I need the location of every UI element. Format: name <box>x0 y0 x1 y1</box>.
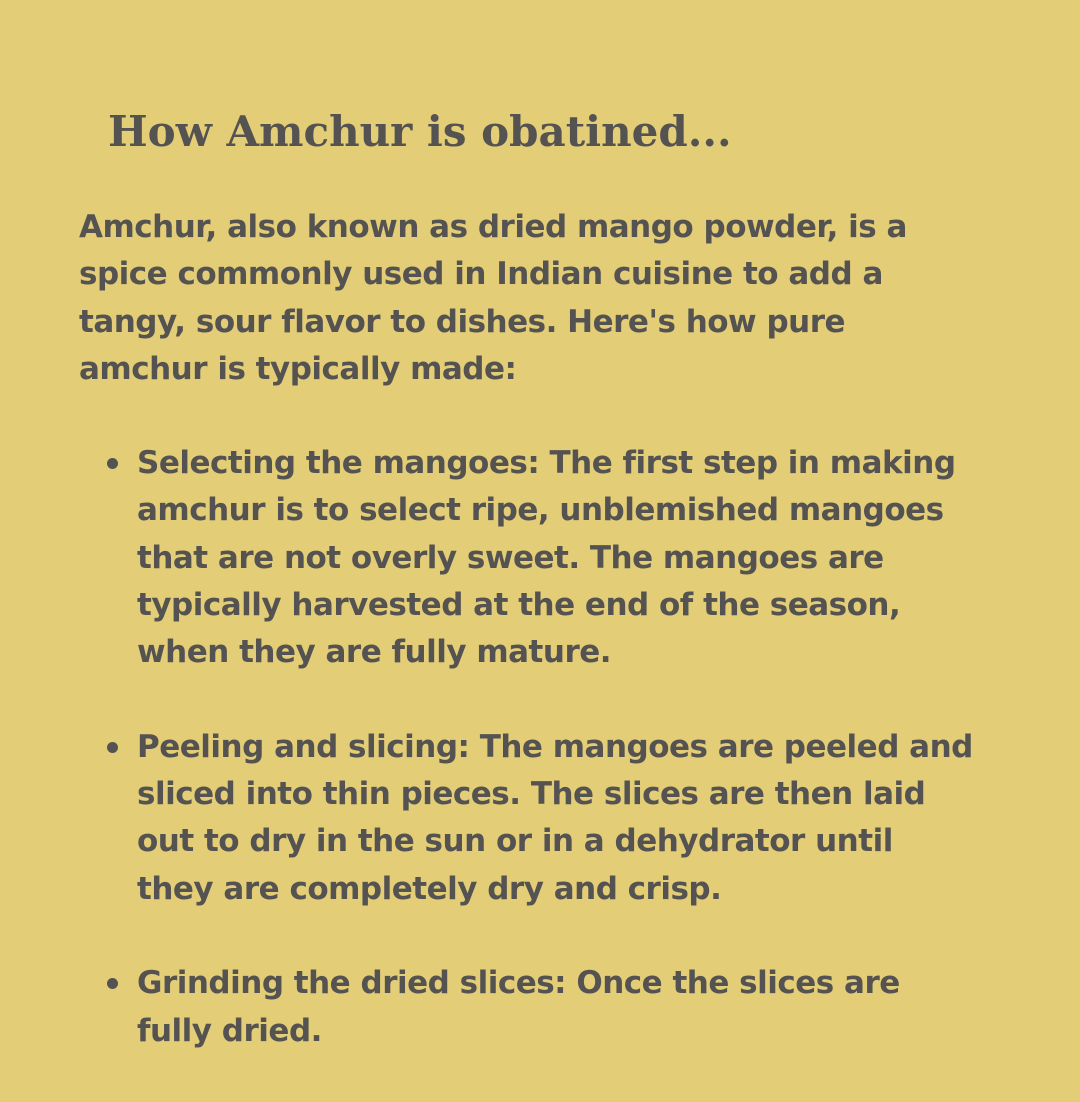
step-line: Grinding the dried slices: Once the slices are <box>137 965 900 1002</box>
step-line: fully dried. <box>137 1012 322 1049</box>
step-line: out to dry in the sun or in a dehydrator until <box>137 823 893 860</box>
intro-line: amchur is typically made: <box>79 350 517 387</box>
step-line: Peeling and slicing: The mangoes are peeled and <box>137 728 973 765</box>
intro-line: spice commonly used in Indian cuisine to add a <box>79 256 883 293</box>
step-line: amchur is to select ripe, unblemished mangoes <box>137 492 944 529</box>
intro-line: tangy, sour flavor to dishes. Here's how pure <box>79 303 846 340</box>
bullet-icon <box>107 978 118 989</box>
list-item-selecting-mangoes <box>137 440 1007 676</box>
step-line: typically harvested at the end of the season, <box>137 586 901 623</box>
step-line: they are completely dry and crisp. <box>137 870 722 907</box>
list-item-peeling-slicing <box>137 724 1007 913</box>
bullet-icon <box>107 458 118 469</box>
step-line: that are not overly sweet. The mangoes are <box>137 539 884 576</box>
list-item-grinding <box>137 960 1007 1055</box>
step-line: Selecting the mangoes: The first step in making <box>137 445 956 481</box>
intro-paragraph <box>79 204 979 393</box>
steps-list <box>137 440 1007 1102</box>
step-line: sliced into thin pieces. The slices are then laid <box>137 776 926 813</box>
intro-line: Amchur, also known as dried mango powder, is a <box>79 209 907 245</box>
page-title: How Amchur is obatined... <box>108 107 732 156</box>
bullet-icon <box>107 742 118 753</box>
step-line: when they are fully mature. <box>137 634 612 671</box>
